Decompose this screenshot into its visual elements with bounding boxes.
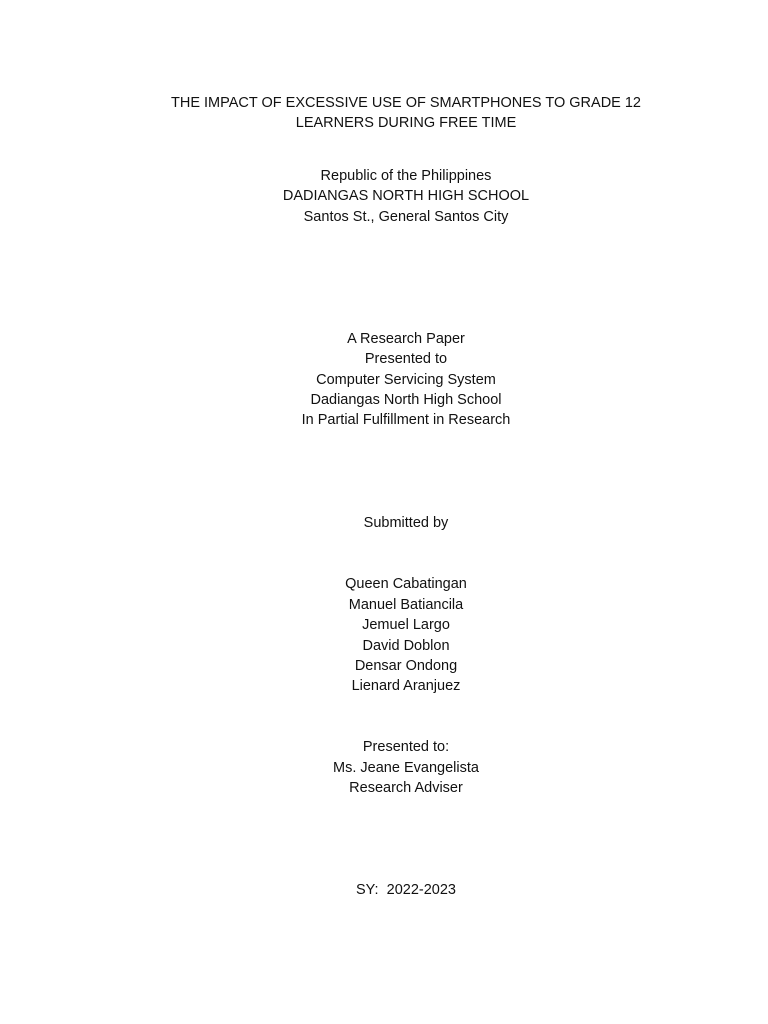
author-name: Queen Cabatingan	[345, 576, 467, 592]
country-name: Republic of the Philippines	[320, 168, 492, 184]
paper-title-line-1: THE IMPACT OF EXCESSIVE USE OF SMARTPHONES TO GRADE 12	[170, 95, 641, 111]
fulfillment-statement: In Partial Fulfillment in Research	[301, 412, 511, 428]
school-name-secondary: Dadiangas North High School	[310, 392, 502, 408]
paper-title-line-2: LEARNERS DURING FREE TIME	[295, 115, 517, 131]
author-name: Densar Ondong	[354, 658, 458, 674]
school-address: Santos St., General Santos City	[303, 209, 509, 225]
presented-to-label: Presented to	[364, 351, 448, 367]
school-name: DADIANGAS NORTH HIGH SCHOOL	[282, 188, 530, 204]
author-name: Jemuel Largo	[362, 617, 450, 633]
author-name: David Doblon	[362, 638, 450, 654]
school-year: SY: 2022-2023	[356, 882, 456, 898]
adviser-label: Presented to:	[362, 739, 450, 755]
paper-type: A Research Paper	[347, 331, 465, 347]
submitted-by-label: Submitted by	[363, 515, 449, 531]
adviser-role: Research Adviser	[349, 780, 463, 796]
adviser-name: Ms. Jeane Evangelista	[333, 760, 479, 776]
author-name: Lienard Aranjuez	[351, 678, 461, 694]
course-name: Computer Servicing System	[316, 372, 496, 388]
author-name: Manuel Batiancila	[348, 597, 464, 613]
